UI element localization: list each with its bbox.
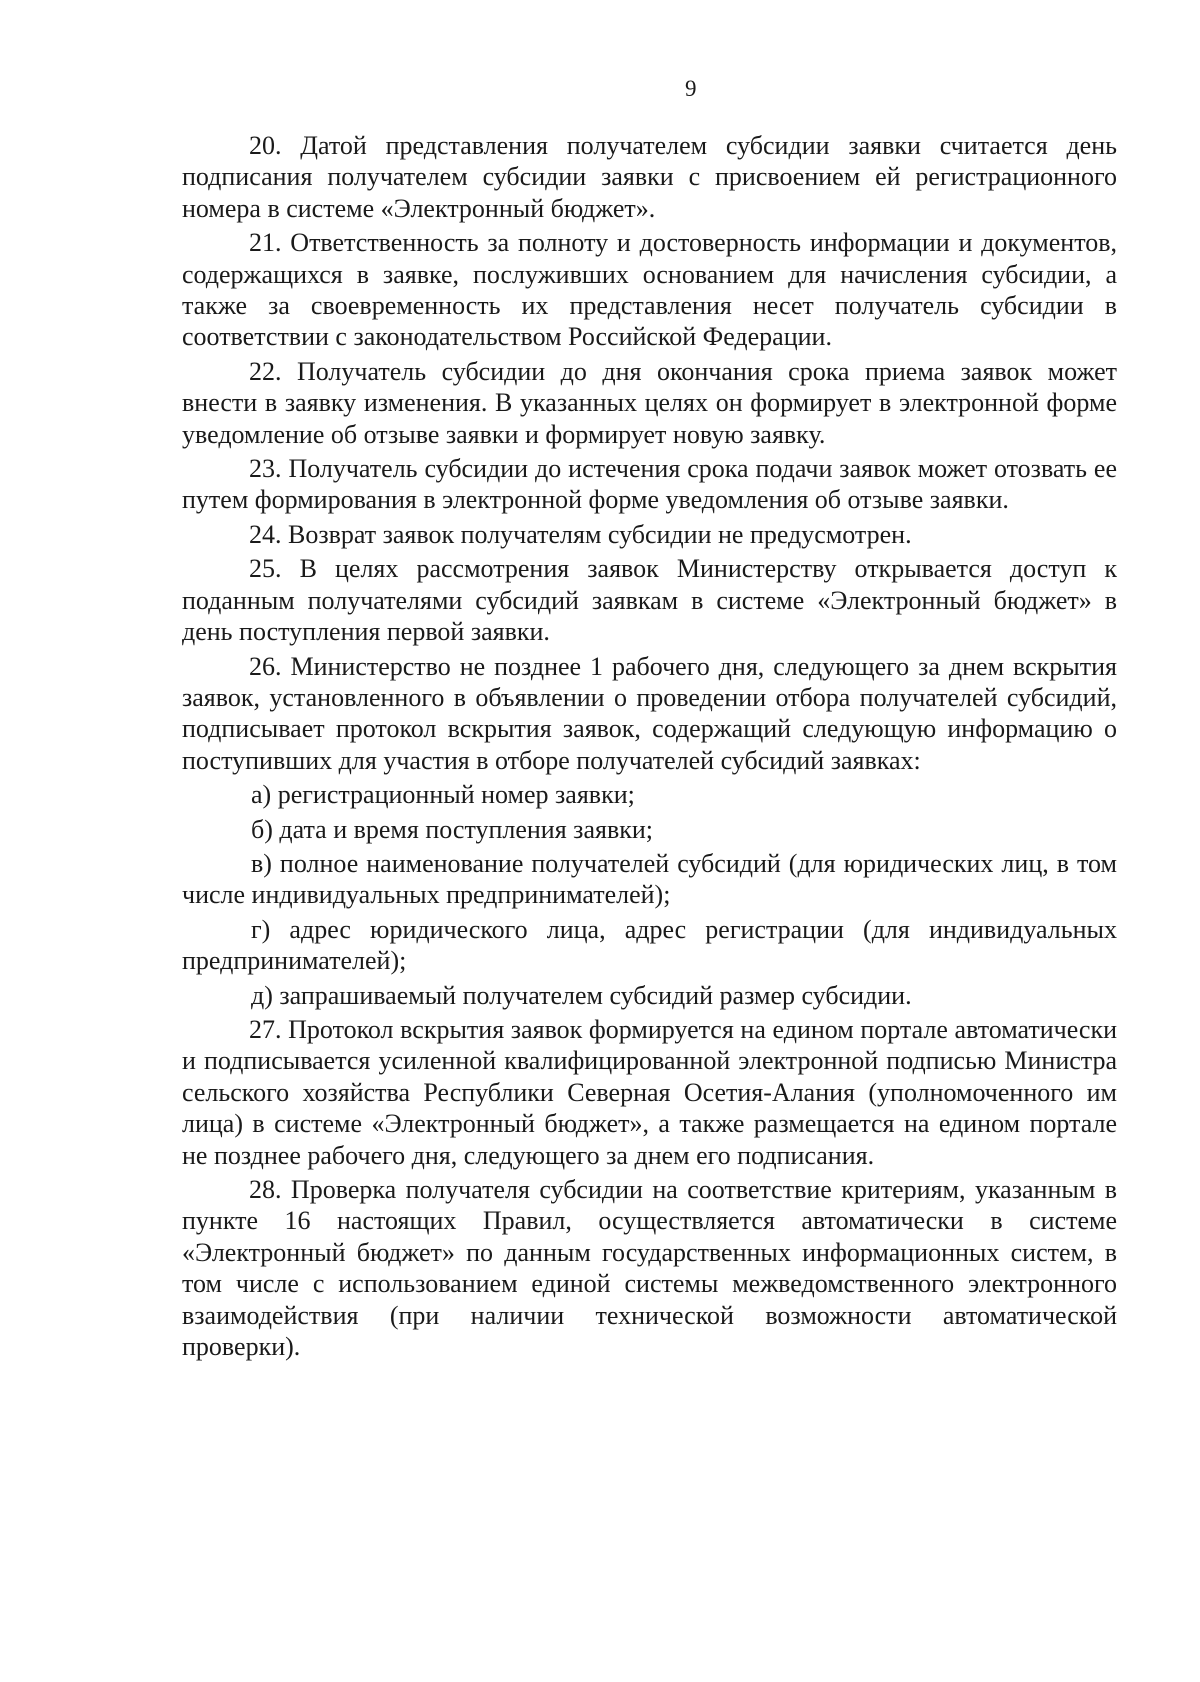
document-body — [182, 130, 1117, 1365]
paragraph-20: 20. Датой представления получателем субсидии заявки считается день подписания получателем субсидии заявки с присвоением ей регистрационного номера в системе «Электронный бюджет». — [182, 131, 1117, 223]
paragraph-25: 25. В целях рассмотрения заявок Министерству открывается доступ к поданным получателями субсидий заявкам в системе «Электронный бюджет» в день поступления первой заявки. — [182, 554, 1117, 647]
paragraph-27: 27. Протокол вскрытия заявок формируется на едином портале автоматически и подписывается усиленной квалифицированной электронной подписью Министра сельского хозяйства Республики Северная Осетия-Алания (уполномоченного им лица) в системе «Электронный бюджет», а также размещается на едином портале не позднее рабочего дня, следующего за днем его подписания. — [182, 1014, 1117, 1170]
paragraph-23: 23. Получатель субсидии до истечения срока подачи заявок может отозвать ее путем формирования в электронной форме уведомления об отзыве заявки. — [182, 454, 1117, 515]
paragraph-28: 28. Проверка получателя субсидии на соответствие критериям, указанным в пункте 16 настоящих Правил, осуществляется автоматически в системе «Электронный бюджет» по данным государственных информационных систем, в том числе с использованием единой системы межведомственного электронного взаимодействия (при наличии технической возможности автоматической проверки). — [182, 1175, 1117, 1362]
paragraph-22: 22. Получатель субсидии до дня окончания срока приема заявок может внести в заявку изменения. В указанных целях он формирует в электронной форме уведомление об отзыве заявки и формирует новую заявку. — [182, 356, 1117, 449]
page-number: 9 — [685, 76, 697, 101]
list-item-d: д) запрашиваемый получателем субсидий размер субсидии. — [251, 980, 912, 1010]
list-item-a: а) регистрационный номер заявки; — [251, 780, 635, 810]
list-item-v: в) полное наименование получателей субсидий (для юридических лиц, в том числе индивидуальных предпринимателей); — [182, 848, 1117, 910]
paragraph-24: 24. Возврат заявок получателям субсидии не предусмотрен. — [249, 519, 912, 549]
paragraph-26: 26. Министерство не позднее 1 рабочего дня, следующего за днем вскрытия заявок, установленного в объявлении о проведении отбора получателей субсидий, подписывает протокол вскрытия заявок, содержащий следующую информацию о поступивших для участия в отборе получателей субсидий заявках: — [182, 651, 1117, 775]
list-item-b: б) дата и время поступления заявки; — [251, 814, 653, 844]
paragraph-21: 21. Ответственность за полноту и достоверность информации и документов, содержащихся в заявке, послуживших основанием для начисления субсидии, а также за своевременность их представления несет получатель субсидии в соответствии с законодательством Российской Федерации. — [182, 228, 1117, 352]
list-item-g: г) адрес юридического лица, адрес регистрации (для индивидуальных предпринимателей); — [182, 914, 1117, 976]
